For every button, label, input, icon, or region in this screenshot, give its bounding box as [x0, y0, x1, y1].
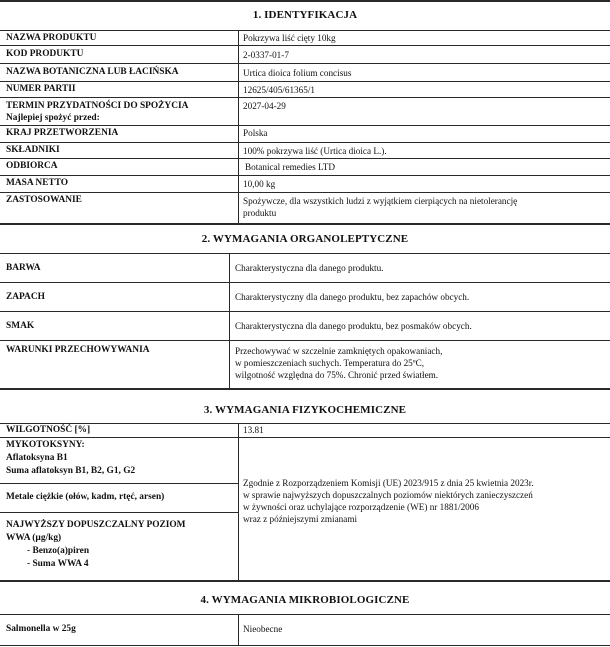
row-label: SKŁADNIKI — [6, 145, 60, 155]
row-value: 2-0337-01-7 — [243, 50, 289, 60]
pah-item-sum: - Suma WWA 4 — [27, 559, 89, 569]
row-value: Pokrzywa liść cięty 10kg — [243, 33, 336, 43]
row-value: 10,00 kg — [243, 179, 276, 189]
row-label-sub: Najlepiej spożyć przed: — [6, 113, 100, 123]
row-label: NAZWA PRODUKTU — [6, 33, 97, 43]
row-value: Charakterystyczny dla danego produktu, bez zapachów obcych. — [235, 292, 470, 302]
section-1-title: 1. IDENTYFIKACJA — [252, 9, 358, 21]
salmonella-label: Salmonella w 25g — [6, 624, 76, 634]
section-4-title: 4. WYMAGANIA MIKROBIOLOGICZNE — [200, 594, 410, 606]
row-value: Charakterystyczna dla danego produktu, bez posmaków obcych. — [235, 321, 472, 331]
divider — [0, 30, 610, 31]
pah-item-benzopyrene: - Benzo(a)piren — [27, 546, 90, 556]
row-value: Polska — [243, 128, 268, 138]
row-value-cont: produktu — [243, 208, 277, 218]
moisture-value: 13.81 — [243, 425, 264, 435]
row-label: KRAJ PRZETWORZENIA — [6, 128, 119, 138]
row-value: Przechowywać w szczelnie zamkniętych opakowaniach, — [235, 346, 443, 356]
aflatoxin-b1-label: Aflatoksyna B1 — [6, 453, 68, 463]
regulation-line: Zgodnie z Rozporządzeniem Komisji (UE) 2023/915 z dnia 25 kwietnia 2023r. — [243, 478, 534, 488]
row-label: ZASTOSOWANIE — [6, 195, 82, 205]
aflatoxin-sum-label: Suma aflatoksyn B1, B2, G1, G2 — [6, 466, 136, 476]
row-label: KOD PRODUKTU — [6, 49, 84, 59]
salmonella-value: Nieobecne — [243, 624, 283, 634]
row-value: 100% pokrzywa liść (Urtica dioica L.). — [243, 146, 387, 156]
heavy-metals-label: Metale ciężkie (ołów, kadm, rtęć, arsen) — [6, 492, 165, 502]
regulation-line: w sprawie najwyższych dopuszczalnych poziomów niektórych zanieczyszczeń — [243, 490, 533, 500]
moisture-label: WILGOTNOŚĆ [%] — [6, 425, 91, 435]
mycotoxins-label: MYKOTOKSYNY: — [6, 440, 85, 450]
section-3-title: 3. WYMAGANIA FIZYKOCHEMICZNE — [203, 404, 407, 416]
row-label: SMAK — [6, 321, 35, 331]
row-label: NUMER PARTII — [6, 84, 76, 94]
row-value: Charakterystyczna dla danego produktu. — [235, 263, 384, 273]
section-2-title: 2. WYMAGANIA ORGANOLEPTYCZNE — [201, 233, 409, 245]
row-label: WARUNKI PRZECHOWYWANIA — [6, 345, 150, 355]
row-value: Botanical remedies LTD — [245, 162, 335, 172]
row-label: TERMIN PRZYDATNOŚCI DO SPOŻYCIA — [6, 101, 189, 111]
row-value: Spożywcze, dla wszystkich ludzi z wyjątkiem cierpiących na nietolerancję — [243, 196, 518, 206]
row-label: ODBIORCA — [6, 161, 58, 171]
regulation-line: w żywności oraz uchylające rozporządzenie (WE) nr 1881/2006 — [243, 502, 479, 512]
row-value: 2027-04-29 — [243, 101, 286, 111]
row-label: ZAPACH — [6, 292, 45, 302]
pah-label: NAJWYŻSZY DOPUSZCZALNY POZIOM — [6, 520, 186, 530]
row-value: wilgotność względna do 75%. Chronić przed światłem. — [235, 370, 439, 380]
regulation-line: wraz z późniejszymi zmianami — [243, 514, 358, 524]
row-label: BARWA — [6, 263, 41, 273]
row-value: w pomieszczeniach suchych. Temperatura do 25ºC, — [235, 358, 425, 368]
pah-unit-label: WWA (µg/kg) — [6, 533, 62, 543]
row-value: 12625/405/61365/1 — [243, 85, 315, 95]
row-value: Urtica dioica folium concisus — [243, 68, 352, 78]
row-label: MASA NETTO — [6, 178, 69, 188]
row-label: NAZWA BOTANICZNA LUB ŁACIŃSKA — [6, 67, 179, 77]
